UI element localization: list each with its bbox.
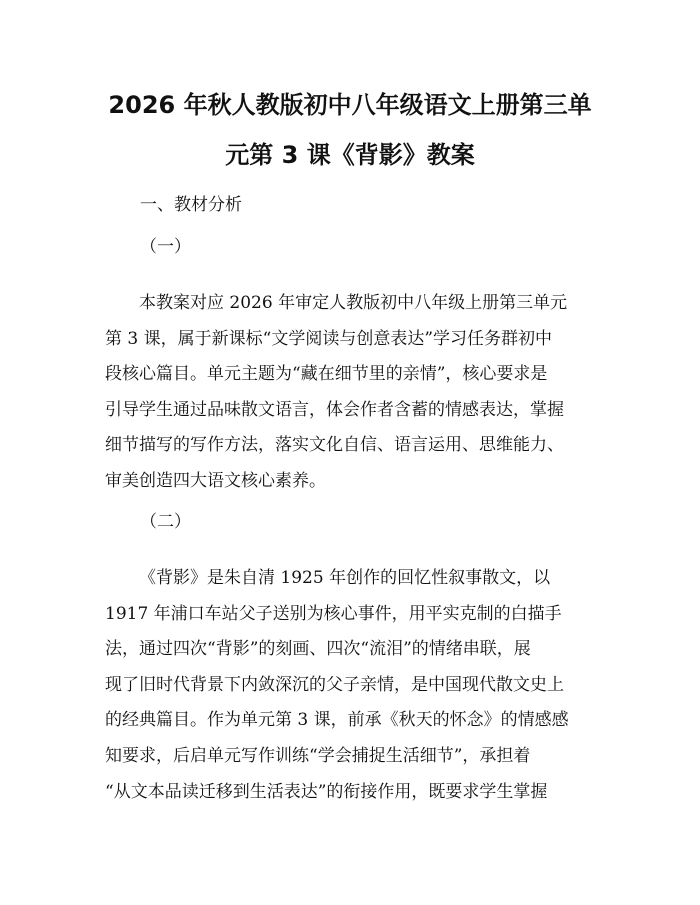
paragraph-line: 的经典篇目。作为单元第 3 课，前承《秋天的怀念》的情感感: [105, 710, 569, 731]
paragraph-line: 1917 年浦口车站父子送别为核心事件，用平实克制的白描手: [105, 603, 562, 624]
paragraph-line: 现了旧时代背景下内敛深沉的父子亲情，是中国现代散文史上: [105, 674, 564, 695]
paragraph-1: [105, 286, 597, 500]
paragraph-line: 本教案对应 2026 年审定人教版初中八年级上册第三单元: [139, 293, 568, 313]
paragraph-2: [105, 561, 597, 810]
subsection-2-label: （二）: [140, 512, 191, 532]
subsection-1-label: （一）: [140, 237, 191, 257]
paragraph-line: “从文本品读迁移到生活表达”的衔接作用，既要求学生掌握: [105, 781, 548, 802]
paragraph-line: 《背影》是朱自清 1925 年创作的回忆性叙事散文，以: [139, 568, 551, 588]
paragraph-line: 知要求，后启单元写作训练“学会捕捉生活细节”，承担着: [105, 745, 531, 766]
paragraph-line: 段核心篇目。单元主题为“藏在细节里的亲情”，核心要求是: [105, 364, 548, 385]
paragraph-line: 审美创造四大语文核心素养。: [105, 470, 326, 491]
paragraph-line: 法，通过四次“背影”的刻画、四次“流泪”的情绪串联，展: [105, 639, 531, 660]
paragraph-line: 引导学生通过品味散文语言，体会作者含蓄的情感表达，掌握: [105, 399, 564, 420]
page-title: [98, 80, 602, 180]
paragraph-line: 细节描写的写作方法，落实文化自信、语言运用、思维能力、: [105, 435, 564, 456]
title-line-1: 2026 年秋人教版初中八年级语文上册第三单: [108, 91, 592, 119]
title-line-2: 元第 3 课《背影》教案: [225, 141, 475, 169]
section-heading-textbook-analysis: 一、教材分析: [140, 195, 242, 215]
paragraph-line: 第 3 课，属于新课标“文学阅读与创意表达”学习任务群初中: [105, 328, 553, 349]
